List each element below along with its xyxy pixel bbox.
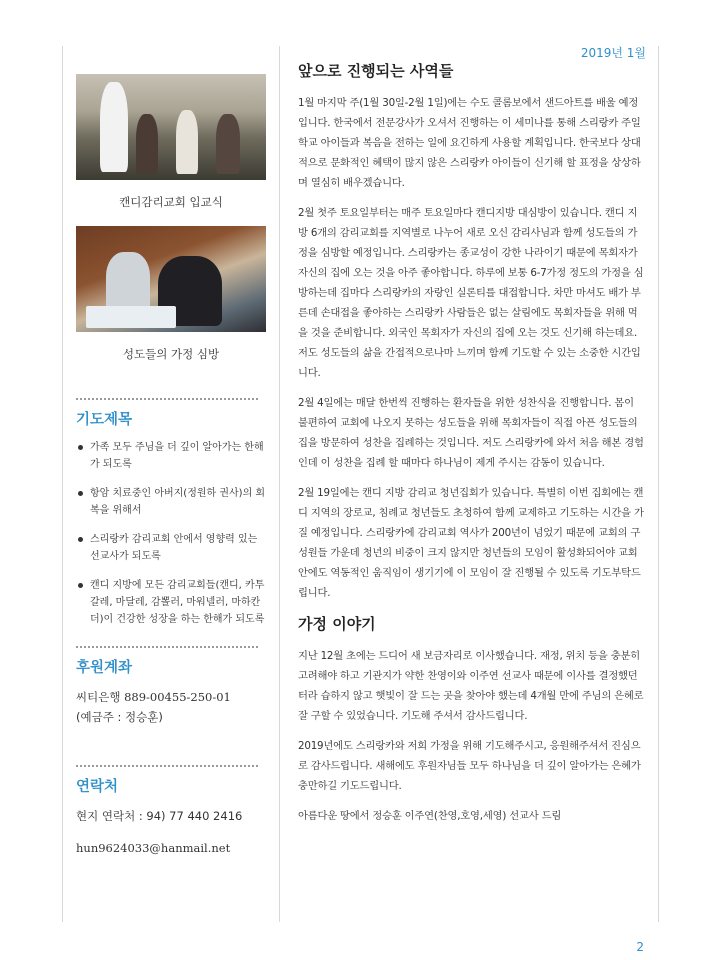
home-visit-photo bbox=[76, 226, 266, 332]
left-column-rule bbox=[62, 46, 63, 922]
ministry-paragraph: 2월 19일에는 캔디 지방 감리교 청년집회가 있습니다. 특별히 이번 집회에는 캔디 지역의 장로교, 침례교 청년들도 초청하여 함께 교제하고 기도하는 시간을 가질 예정입니다. 스리랑카에 감리교회 역사가 200년이 넘었기 때문에 교회의 구성원들 가운데 청년의 비중이 크지 않지만 청년들의 모임이 활성화되어야 교회 안에도 역동적인 움직임이 생기기에 이 모임이 잘 진행될 수 있도록 기도부탁드립니다. bbox=[298, 487, 644, 599]
contact-email[interactable]: hun9624033@hanmail.net bbox=[76, 841, 231, 855]
family-paragraph: 지난 12월 초에는 드디어 새 보금자리로 이사했습니다. 재정, 위치 등을 충분히 고려해야 하고 기관지가 약한 찬영이와 이주연 선교사 때문에 이사를 결정했던 터라 습하지 않고 햇빛이 잘 드는 곳을 찾아야 했는데 4개월 만에 주님의 은혜로 잘 구할 수 있었습니다. 기도해 주셔서 감사드립니다. bbox=[298, 650, 644, 722]
page-number: 2 bbox=[636, 940, 644, 954]
ministry-paragraph: 2월 첫주 토요일부터는 매주 토요일마다 캔디지방 대심방이 있습니다. 캔디 지방 6개의 감리교회를 지역별로 나누어 새로 오신 감리사님과 함께 성도들의 가정을 심방할 예정입니다. 스리랑카는 종교성이 강한 나라이기 때문에 목회자가 자신의 집에 오는 것을 아주 좋아합니다. 하루에 보통 6-7가정 정도의 가정을 심방하는데 집마다 스리랑카의 자랑인 실론티를 대접합니다. 차만 마셔도 배가 부른데 손대접을 좋아하는 스리랑카 사람들은 없는 살림에도 목회자들을 위해 먹을 것을 준비합니다. 외국인 목회자가 자신의 집에 오는 것도 신기해 하는데요. 저도 성도들의 삶을 간접적으로나마 느끼며 함께 기도할 수 있는 소중한 시간입니다. bbox=[298, 207, 644, 379]
prayer-list bbox=[76, 439, 266, 628]
contact-title: 연락처 bbox=[76, 779, 119, 795]
photo-caption-1: 캔디감리교회 입교식 bbox=[119, 195, 223, 209]
ministry-paragraph: 2월 4일에는 매달 한번씩 진행하는 환자들을 위한 성찬식을 진행합니다. 몸이 불편하여 교회에 나오지 못하는 성도들을 위해 목회자들이 직접 아픈 성도들의 집을 방문하여 성찬을 집례하는 것입니다. 저도 스리랑카에 와서 처음 해본 경험인데 이 성찬을 집례 할 때마다 하나님이 제게 주시는 감동이 있습니다. bbox=[298, 397, 644, 469]
divider bbox=[76, 398, 258, 400]
prayer-item: 가족 모두 주님을 더 깊이 알아가는 한해가 되도록 bbox=[76, 439, 266, 473]
bank-account: 씨티은행 889-00455-250-01 bbox=[76, 690, 231, 704]
divider bbox=[76, 646, 258, 648]
family-section-title: 가정 이야기 bbox=[298, 615, 376, 633]
prayer-item: 스리랑카 감리교회 안에서 영향력 있는 선교사가 되도록 bbox=[76, 531, 266, 565]
ministry-section-title: 앞으로 진행되는 사역들 bbox=[298, 62, 454, 80]
support-title: 후원계좌 bbox=[76, 660, 133, 676]
prayer-title: 기도제목 bbox=[76, 412, 133, 428]
middle-column-rule bbox=[279, 46, 280, 922]
account-holder: (예금주 : 정승훈) bbox=[76, 710, 163, 724]
right-column-rule bbox=[658, 46, 659, 922]
photo-caption-2: 성도들의 가정 심방 bbox=[122, 347, 220, 361]
sidebar bbox=[76, 74, 266, 858]
prayer-item: 항암 치료중인 아버지(정원하 권사)의 회복을 위해서 bbox=[76, 485, 266, 519]
divider bbox=[76, 765, 258, 767]
ministry-paragraph: 1월 마지막 주(1월 30일-2월 1일)에는 수도 콜롬보에서 샌드아트를 배울 예정입니다. 한국에서 전문강사가 오셔서 진행하는 이 세미나를 통해 스리랑카 주일학교 아이들과 복음을 전하는 일에 요긴하게 사용할 계획입니다. 한국보다 상대적으로 문화적인 혜택이 많지 않은 스리랑카 아이들이 신기해 할 표정을 상상하며 열심히 배우겠습니다. bbox=[298, 97, 641, 189]
issue-date: 2019년 1월 bbox=[580, 46, 646, 60]
main-content bbox=[298, 60, 644, 836]
family-paragraph: 2019년에도 스리랑카와 저희 가정을 위해 기도해주시고, 응원해주셔서 진심으로 감사드립니다. 새해에도 후원자님들 모두 하나님을 더 깊이 알아가는 은혜가 충만하길 기도드립니다. bbox=[298, 740, 641, 792]
prayer-item: 캔디 지방에 모든 감리교회들(캔디, 카투갈레, 마달레, 감뽈러, 마워넬러, 마하칸더)이 건강한 성장을 하는 한해가 되도록 bbox=[76, 577, 266, 628]
signature-line: 아름다운 땅에서 정승훈 이주연(찬영,호영,세영) 선교사 드림 bbox=[298, 810, 562, 822]
confirmation-photo bbox=[76, 74, 266, 180]
contact-phone: 현지 연락처 : 94) 77 440 2416 bbox=[76, 809, 243, 823]
